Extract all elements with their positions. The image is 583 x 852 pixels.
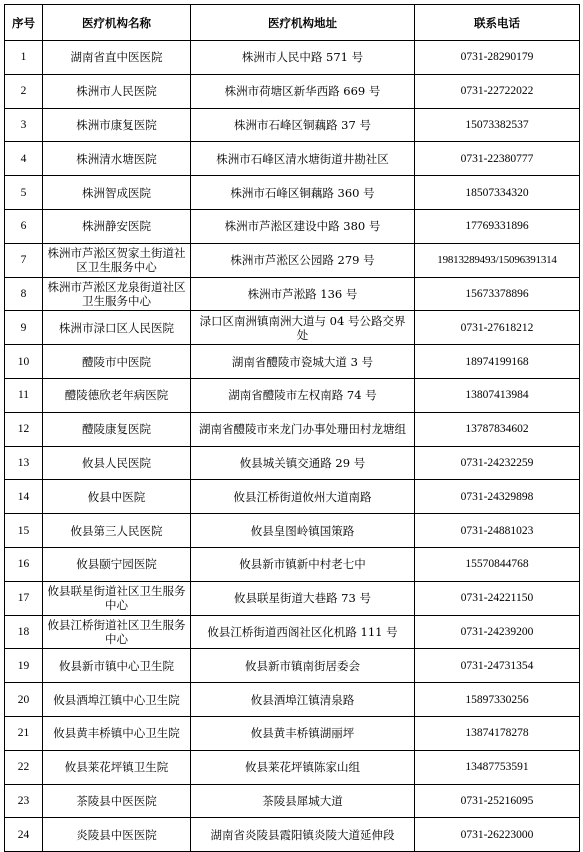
row-name: 茶陵县中医医院 bbox=[43, 784, 191, 818]
row-phone: 0731-24329898 bbox=[415, 480, 580, 514]
row-no: 3 bbox=[5, 108, 43, 142]
row-address: 攸县城关镇交通路 29 号 bbox=[191, 446, 415, 480]
table-row bbox=[5, 514, 580, 548]
row-name: 攸县黄丰桥镇中心卫生院 bbox=[43, 716, 191, 750]
row-address: 攸县皇图岭镇国策路 bbox=[191, 514, 415, 548]
row-name: 攸县颐宁园医院 bbox=[43, 547, 191, 581]
row-address: 攸县新市镇南街居委会 bbox=[191, 649, 415, 683]
row-phone: 0731-24881023 bbox=[415, 514, 580, 548]
row-phone: 15673378896 bbox=[415, 277, 580, 311]
row-phone: 0731-26223000 bbox=[415, 818, 580, 852]
row-no: 1 bbox=[5, 41, 43, 75]
row-phone: 13874178278 bbox=[415, 716, 580, 750]
table-row bbox=[5, 277, 580, 311]
row-phone: 0731-24232259 bbox=[415, 446, 580, 480]
row-address: 株洲市荷塘区新华西路 669 号 bbox=[191, 74, 415, 108]
row-address: 株洲市人民中路 571 号 bbox=[191, 41, 415, 75]
row-name: 株洲静安医院 bbox=[43, 209, 191, 243]
row-no: 16 bbox=[5, 547, 43, 581]
table-row bbox=[5, 716, 580, 750]
row-phone: 15570844768 bbox=[415, 547, 580, 581]
row-name: 株洲市芦淞区贺家土街道社区卫生服务中心 bbox=[43, 243, 191, 277]
row-no: 2 bbox=[5, 74, 43, 108]
table-row bbox=[5, 412, 580, 446]
row-phone: 0731-24731354 bbox=[415, 649, 580, 683]
header-no: 序号 bbox=[5, 5, 43, 41]
row-no: 7 bbox=[5, 243, 43, 277]
row-address: 湖南省炎陵县霞阳镇炎陵大道延伸段 bbox=[191, 818, 415, 852]
row-address: 攸县江桥街道西阁社区化机路 111 号 bbox=[191, 615, 415, 649]
row-name: 攸县酒埠江镇中心卫生院 bbox=[43, 683, 191, 717]
row-no: 11 bbox=[5, 378, 43, 412]
row-phone: 18974199168 bbox=[415, 345, 580, 379]
table-row bbox=[5, 547, 580, 581]
row-name: 攸县莱花坪镇卫生院 bbox=[43, 750, 191, 784]
table-row bbox=[5, 209, 580, 243]
table-row bbox=[5, 750, 580, 784]
row-no: 22 bbox=[5, 750, 43, 784]
row-address: 株洲市石峰区清水塘街道井勘社区 bbox=[191, 142, 415, 176]
row-no: 21 bbox=[5, 716, 43, 750]
row-phone: 0731-25216095 bbox=[415, 784, 580, 818]
row-no: 17 bbox=[5, 581, 43, 615]
row-phone: 15897330256 bbox=[415, 683, 580, 717]
row-name: 株洲市康复医院 bbox=[43, 108, 191, 142]
table-row bbox=[5, 345, 580, 379]
table-row bbox=[5, 108, 580, 142]
row-address: 攸县江桥街道攸州大道南路 bbox=[191, 480, 415, 514]
table-row bbox=[5, 176, 580, 210]
row-address: 茶陵县犀城大道 bbox=[191, 784, 415, 818]
row-no: 23 bbox=[5, 784, 43, 818]
row-address: 湖南省醴陵市左权南路 74 号 bbox=[191, 378, 415, 412]
row-phone: 19813289493/15096391314 bbox=[415, 243, 580, 277]
row-no: 12 bbox=[5, 412, 43, 446]
row-name: 攸县第三人民医院 bbox=[43, 514, 191, 548]
row-name: 攸县联星街道社区卫生服务中心 bbox=[43, 581, 191, 615]
row-no: 5 bbox=[5, 176, 43, 210]
row-address: 攸县新市镇新中村老七中 bbox=[191, 547, 415, 581]
row-name: 攸县新市镇中心卫生院 bbox=[43, 649, 191, 683]
hospital-table bbox=[4, 4, 580, 852]
row-no: 9 bbox=[5, 311, 43, 345]
row-phone: 13807413984 bbox=[415, 378, 580, 412]
row-no: 13 bbox=[5, 446, 43, 480]
row-address: 攸县莱花坪镇陈家山组 bbox=[191, 750, 415, 784]
row-name: 醴陵德欣老年病医院 bbox=[43, 378, 191, 412]
table-row bbox=[5, 378, 580, 412]
row-name: 株洲市芦淞区龙泉街道社区卫生服务中心 bbox=[43, 277, 191, 311]
row-phone: 15073382537 bbox=[415, 108, 580, 142]
row-no: 20 bbox=[5, 683, 43, 717]
row-phone: 13787834602 bbox=[415, 412, 580, 446]
row-name: 醴陵康复医院 bbox=[43, 412, 191, 446]
row-no: 6 bbox=[5, 209, 43, 243]
header-address: 医疗机构地址 bbox=[191, 5, 415, 41]
row-address: 株洲市芦淞路 136 号 bbox=[191, 277, 415, 311]
row-name: 株洲清水塘医院 bbox=[43, 142, 191, 176]
row-no: 15 bbox=[5, 514, 43, 548]
row-phone: 0731-28290179 bbox=[415, 41, 580, 75]
header-row bbox=[5, 5, 580, 41]
table-row bbox=[5, 446, 580, 480]
row-name: 株洲智成医院 bbox=[43, 176, 191, 210]
row-phone: 13487753591 bbox=[415, 750, 580, 784]
row-phone: 0731-27618212 bbox=[415, 311, 580, 345]
row-phone: 18507334320 bbox=[415, 176, 580, 210]
row-name: 炎陵县中医医院 bbox=[43, 818, 191, 852]
row-no: 19 bbox=[5, 649, 43, 683]
table-row bbox=[5, 311, 580, 345]
row-address: 攸县黄丰桥镇湖丽坪 bbox=[191, 716, 415, 750]
row-phone: 0731-24221150 bbox=[415, 581, 580, 615]
row-address: 株洲市芦淞区公园路 279 号 bbox=[191, 243, 415, 277]
row-no: 14 bbox=[5, 480, 43, 514]
row-name: 株洲市人民医院 bbox=[43, 74, 191, 108]
row-no: 18 bbox=[5, 615, 43, 649]
table-row bbox=[5, 649, 580, 683]
row-no: 4 bbox=[5, 142, 43, 176]
table-row bbox=[5, 41, 580, 75]
table-body bbox=[5, 41, 580, 852]
table-row bbox=[5, 243, 580, 277]
row-address: 株洲市石峰区铜藕路 360 号 bbox=[191, 176, 415, 210]
row-phone: 0731-22722022 bbox=[415, 74, 580, 108]
row-address: 湖南省醴陵市来龙门办事处珊田村龙塘组 bbox=[191, 412, 415, 446]
row-no: 10 bbox=[5, 345, 43, 379]
row-phone: 0731-22380777 bbox=[415, 142, 580, 176]
row-name: 醴陵市中医院 bbox=[43, 345, 191, 379]
table-row bbox=[5, 74, 580, 108]
row-address: 攸县酒埠江镇清泉路 bbox=[191, 683, 415, 717]
row-address: 攸县联星街道大巷路 73 号 bbox=[191, 581, 415, 615]
table-row bbox=[5, 480, 580, 514]
header-phone: 联系电话 bbox=[415, 5, 580, 41]
table-row bbox=[5, 784, 580, 818]
row-address: 湖南省醴陵市瓷城大道 3 号 bbox=[191, 345, 415, 379]
table-row bbox=[5, 142, 580, 176]
row-no: 8 bbox=[5, 277, 43, 311]
row-address: 渌口区南洲镇南洲大道与 04 号公路交界处 bbox=[191, 311, 415, 345]
row-name: 株洲市渌口区人民医院 bbox=[43, 311, 191, 345]
table-row bbox=[5, 615, 580, 649]
row-name: 攸县中医院 bbox=[43, 480, 191, 514]
row-phone: 17769331896 bbox=[415, 209, 580, 243]
row-phone: 0731-24239200 bbox=[415, 615, 580, 649]
row-address: 株洲市石峰区铜藕路 37 号 bbox=[191, 108, 415, 142]
row-name: 攸县人民医院 bbox=[43, 446, 191, 480]
row-name: 湖南省直中医医院 bbox=[43, 41, 191, 75]
row-no: 24 bbox=[5, 818, 43, 852]
table-row bbox=[5, 818, 580, 852]
header-name: 医疗机构名称 bbox=[43, 5, 191, 41]
row-address: 株洲市芦淞区建设中路 380 号 bbox=[191, 209, 415, 243]
row-name: 攸县江桥街道社区卫生服务中心 bbox=[43, 615, 191, 649]
table-row bbox=[5, 581, 580, 615]
table-row bbox=[5, 683, 580, 717]
